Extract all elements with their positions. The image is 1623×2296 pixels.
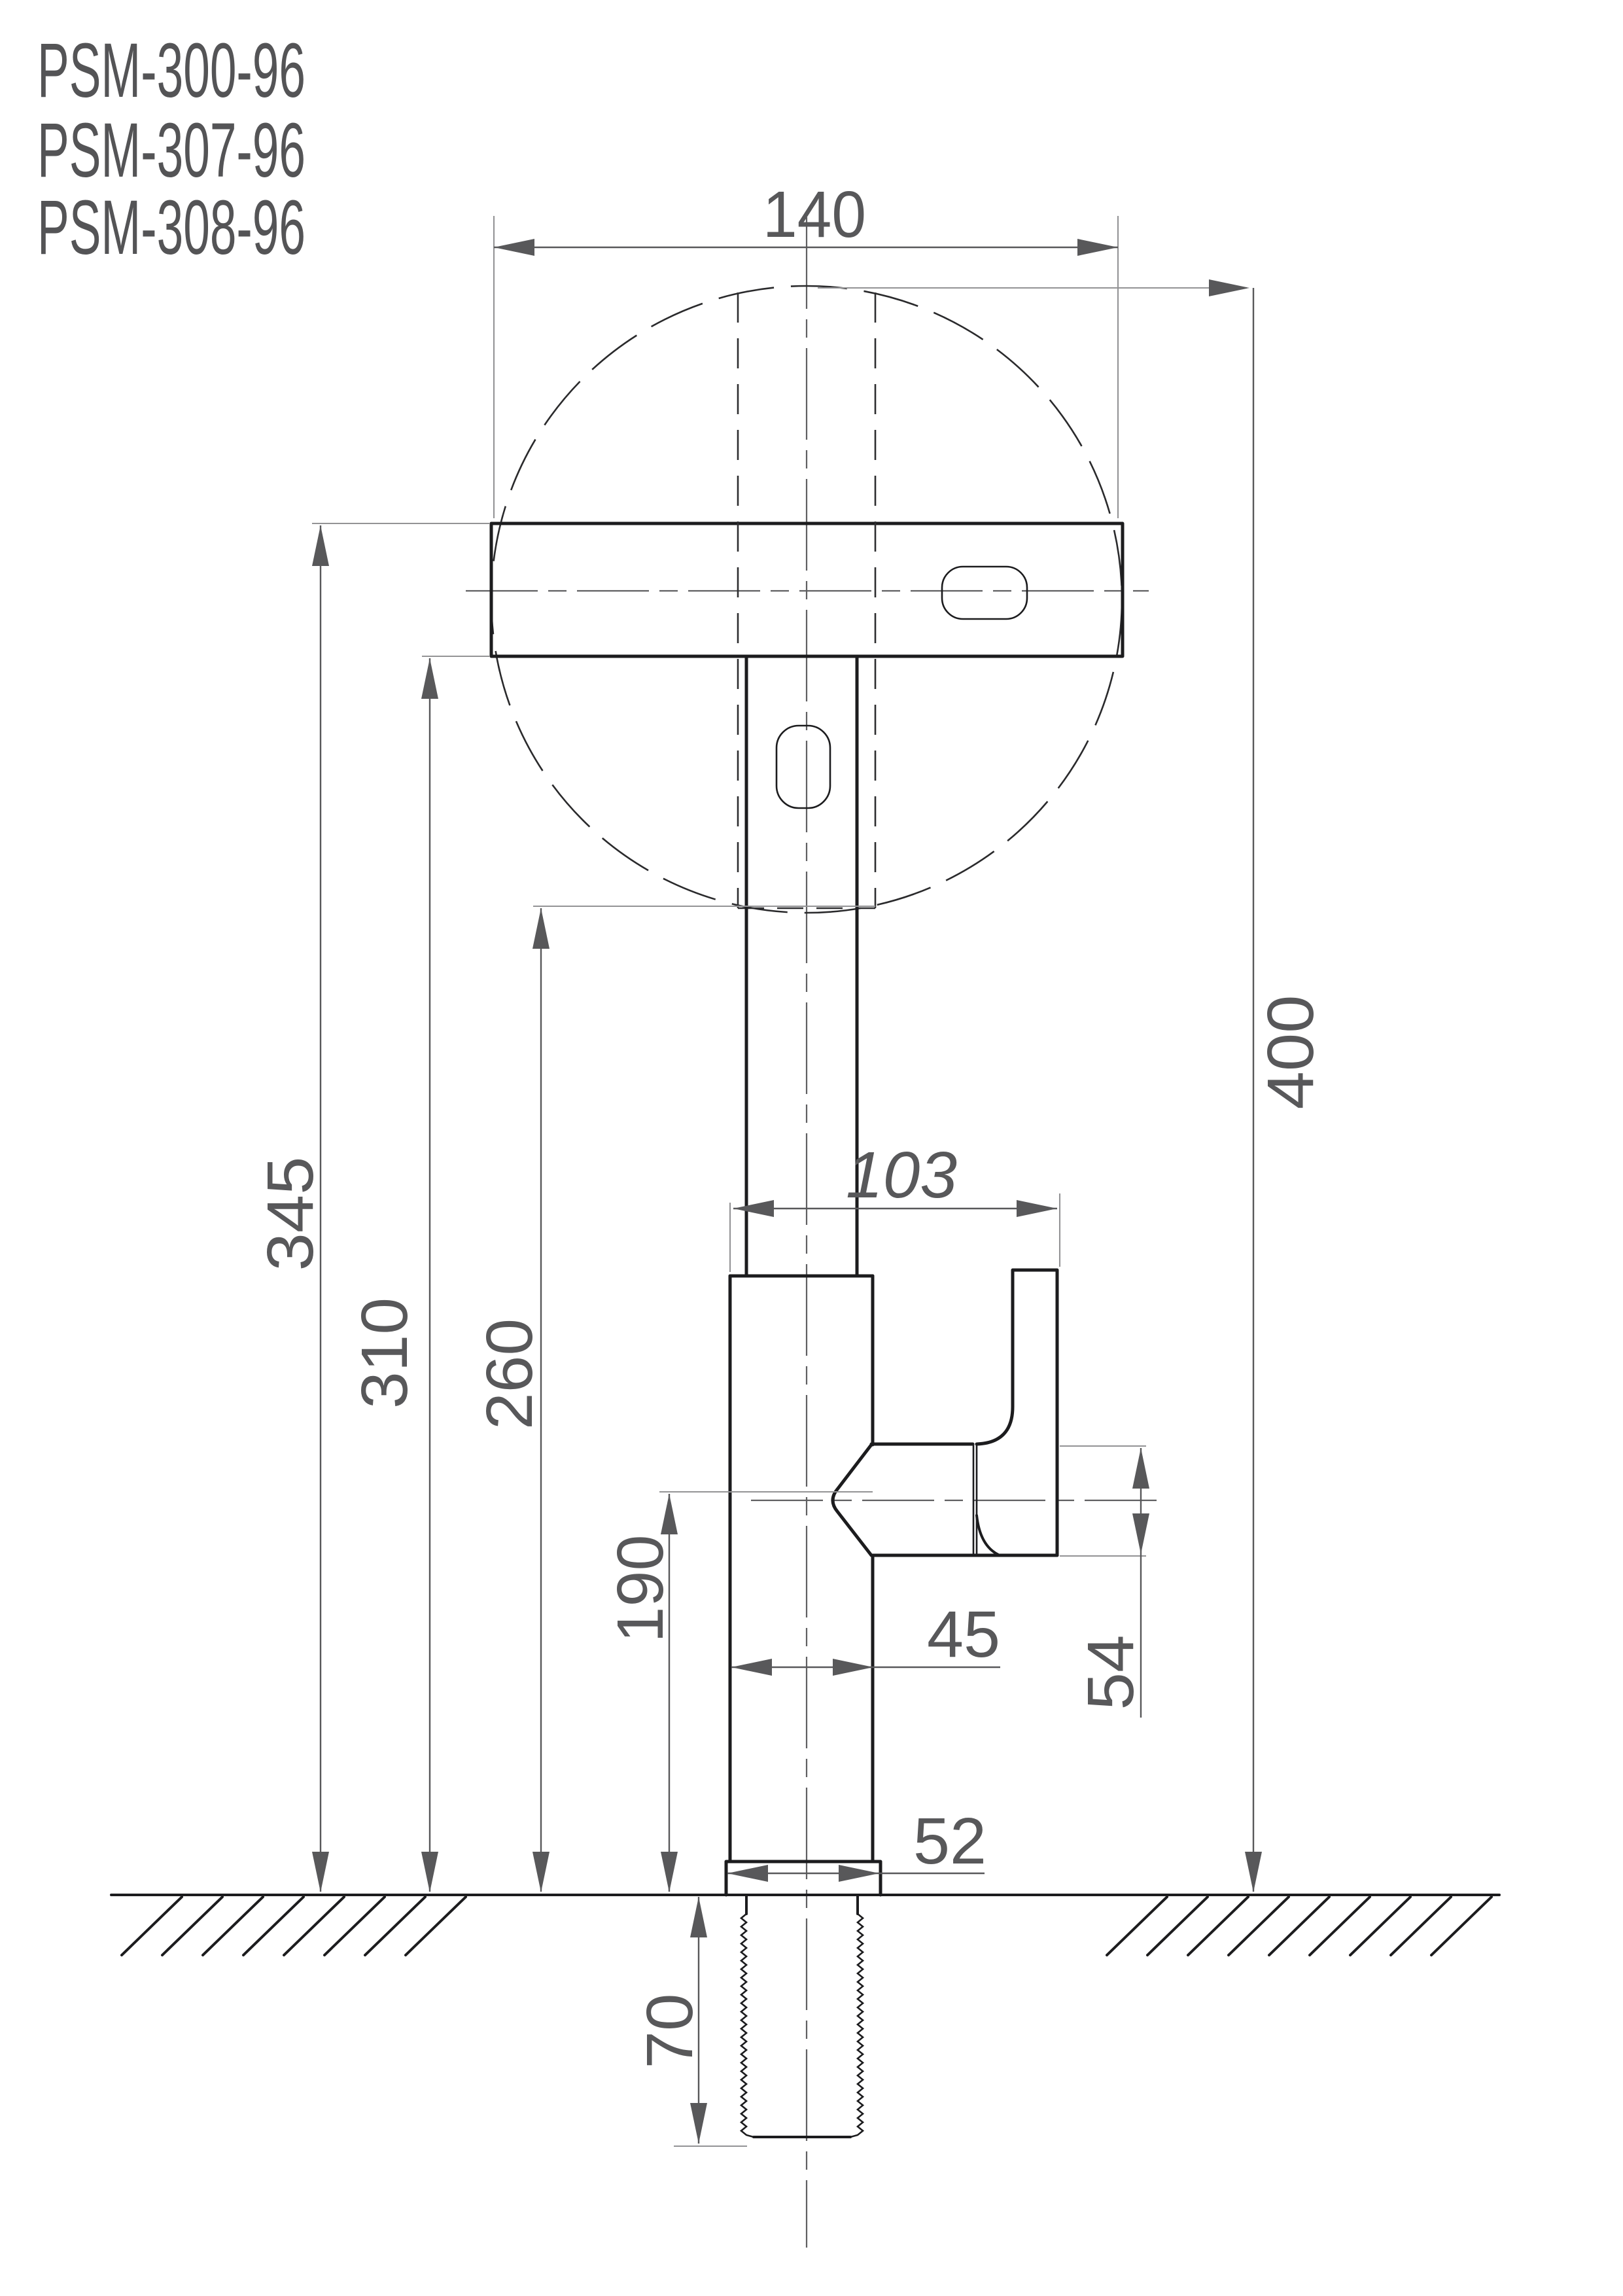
counter-hatching-right [1107, 1897, 1492, 1955]
arrowhead [532, 1852, 550, 1892]
model-code-1: PSM-300-96 [37, 27, 305, 114]
model-code-2: PSM-307-96 [37, 107, 305, 194]
arrowhead [833, 1659, 873, 1676]
model-code-list [37, 27, 305, 271]
arrowhead [532, 908, 550, 949]
arrowhead [661, 1852, 678, 1892]
dim-value-310: 310 [348, 1299, 421, 1409]
arrowhead [1132, 1513, 1149, 1554]
arrowhead [312, 1852, 329, 1892]
arrowhead [661, 1494, 678, 1534]
thread-right [850, 1914, 863, 2137]
dim-value-70: 70 [633, 1996, 707, 2069]
dim-value-103: 103 [846, 1139, 957, 1212]
dimension-70 [633, 1897, 747, 2146]
arrowhead [1245, 1852, 1262, 1892]
threaded-tail [741, 1896, 863, 2137]
dimension-310 [348, 656, 489, 1892]
dim-value-400: 400 [1254, 1000, 1327, 1110]
dimension-260 [473, 906, 875, 1892]
cap-fillet [977, 1515, 998, 1555]
model-code-3: PSM-308-96 [37, 185, 305, 271]
arrowhead [312, 525, 329, 566]
handle-assembly [833, 1270, 1057, 1555]
arrowhead [1132, 1448, 1149, 1489]
dim-value-54: 54 [1074, 1637, 1147, 1710]
lever-handle [977, 1270, 1057, 1555]
dim-value-140: 140 [763, 178, 866, 251]
arrowhead [1209, 279, 1249, 296]
dimension-190 [604, 1492, 873, 1892]
base-and-counter [111, 1862, 1499, 2137]
dimension-400 [818, 288, 1327, 1892]
arrowhead [421, 1852, 438, 1892]
dim-value-260: 260 [473, 1320, 546, 1430]
base-flange [726, 1862, 881, 1895]
centerlines [466, 217, 1158, 2248]
head-button [942, 567, 1027, 619]
arrowhead [1017, 1200, 1057, 1217]
neck-slot [777, 726, 830, 808]
dim-value-345: 345 [254, 1161, 327, 1271]
dimension-345 [254, 523, 489, 1892]
arrowhead [727, 1865, 768, 1882]
thread-left [741, 1914, 754, 2137]
body [730, 1276, 873, 1862]
dimension-103 [730, 1139, 1060, 1272]
arrowhead [690, 2103, 707, 2144]
arrowhead [494, 239, 534, 256]
arrowhead [421, 658, 438, 699]
dim-value-190: 190 [604, 1533, 677, 1643]
dim-value-52: 52 [913, 1805, 986, 1878]
arrowhead [731, 1659, 772, 1676]
dim-value-45: 45 [927, 1598, 1000, 1671]
arrowhead [1077, 239, 1118, 256]
neck [746, 656, 857, 1276]
counter-hatching-left [122, 1897, 466, 1955]
arrowhead [839, 1865, 879, 1882]
arrowhead [690, 1897, 707, 1937]
arrowhead [733, 1200, 774, 1217]
